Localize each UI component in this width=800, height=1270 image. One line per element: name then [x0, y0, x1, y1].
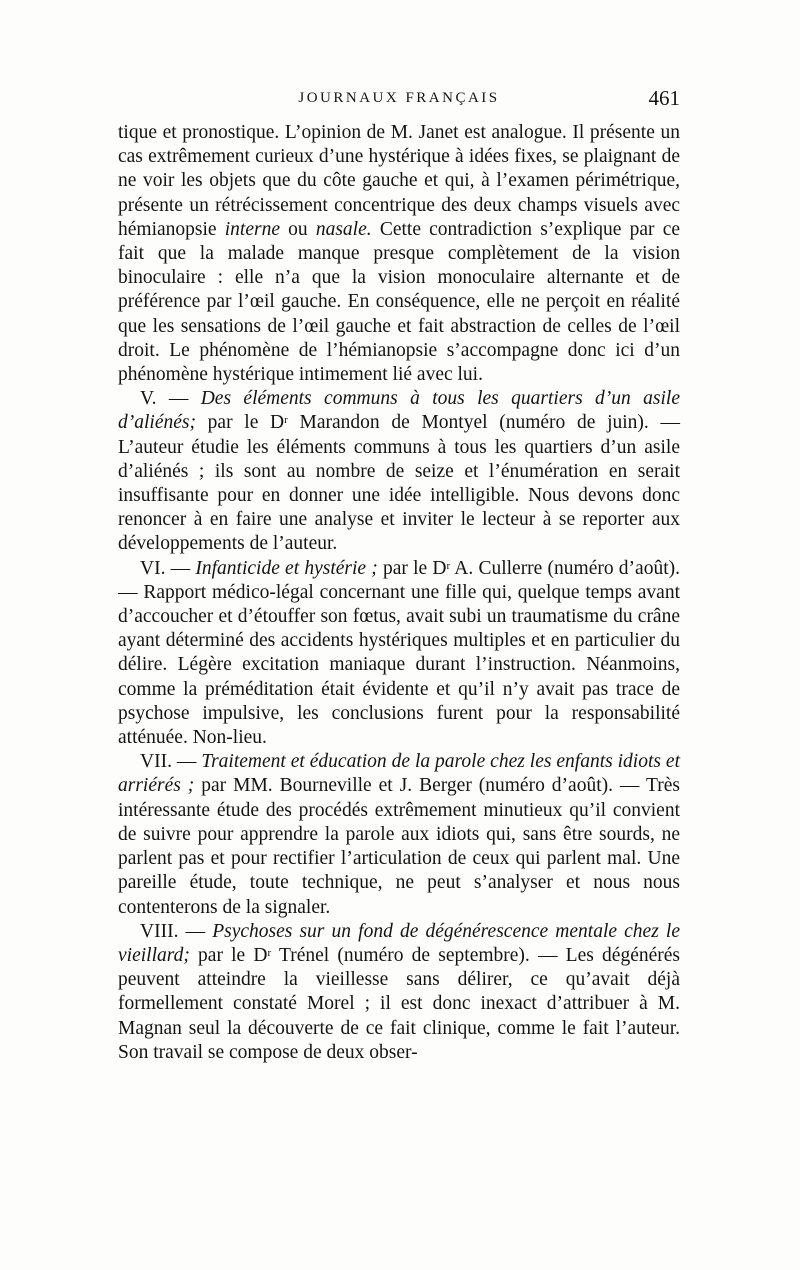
review-entry-vii: [118, 750, 680, 919]
entry-number: V. —: [140, 388, 201, 410]
entry-title: Infanticide et hystérie ;: [195, 557, 378, 579]
running-title: JOURNAUX FRANÇAIS: [298, 90, 500, 106]
superscript: r: [284, 414, 288, 427]
entry-number: VII. —: [140, 751, 202, 773]
review-entry-viii: [118, 920, 680, 1065]
superscript: r: [267, 946, 272, 959]
emphasis-term: nasale.: [315, 218, 372, 240]
entry-text: Trénel (numéro de septembre). — Les dégénérés peuvent atteindre la vieillesse sans délirer, ce qu’avait déjà formellement constaté Morel ; il est donc inexact d’attribuer à M. Magnan seul la découverte de ce fait clinique, comme le fait l’auteur. Son travail se compose de deux obser-: [118, 944, 680, 1063]
body-text: [118, 121, 680, 1065]
text-run: Cette contradiction s’explique par ce fait que la malade manque presque complètement de la vision binoculaire : elle n’a que la vision monoculaire alternante et de préférence par l’œil gauche. En conséquence, elle ne perçoit en réalité que les sensations de l’œil gauche et fait abstraction de celles de l’œil droit. Le phénomène de l’hémianopsie s’accompagne donc ici d’un phénomène hystérique intimement lié avec lui.: [118, 218, 681, 386]
entry-title: Des éléments communs à tous les quartiers d’un asile d’aliénés;: [118, 388, 680, 434]
paragraph-continuation: [118, 121, 680, 387]
entry-byline: par le D: [195, 412, 285, 434]
entry-title: Psychoses sur un fond de dégénérescence mentale chez le vieillard;: [118, 920, 680, 966]
entry-text: par MM. Bourneville et J. Berger (numéro d’août). — Très intéressante étude des procédés extrêmement minutieux qu’il convient de suivre pour apprendre la parole aux idiots qui, sans être sourds, ne parlent pas et pour rectifier l’articulation de ceux qui parlent mal. Une pareille étude, toute technique, ne peut s’analyser et nous nous contenterons de la signaler.: [118, 775, 681, 918]
review-entry-vi: [118, 557, 680, 751]
text-run: ou: [279, 218, 316, 240]
text-run: tique et pronostique. L’opinion de M. Janet est analogue. Il présente un cas extrêmement curieux d’une hystérique à idées fixes, se plaignant de ne voir les objets que du côte gauche et qui, à l’examen périmétrique, présente un rétrécissement concentrique des deux champs visuels avec hémianopsie: [118, 122, 680, 240]
entry-number: VI. —: [140, 557, 196, 579]
review-entry-v: [118, 387, 680, 556]
superscript: r: [446, 559, 451, 572]
entry-text: A. Cullerre (numéro d’août). — Rapport médico-légal concernant une fille qui, quelque temps avant d’accoucher et d’étouffer son fœtus, avait subi un traumatisme du crâne ayant déterminé des accidents hystériques multiples et en particulier du délire. Légère excitation maniaque durant l’instruction. Néanmoins, comme la préméditation était évidente et qu’il n’y avait pas trace de psychose impulsive, les conclusions furent pour la responsabilité atténuée. Non-lieu.: [118, 557, 680, 749]
running-head: [118, 86, 680, 116]
entry-text: Marandon de Montyel (numéro de juin). — L’auteur étudie les éléments communs à tous les quartiers d’un asile d’aliénés ; ils sont au nombre de seize et l’énumération en serait insuffisante pour en donner une idée intelligible. Nous devons donc renoncer à en faire une analyse et inviter le lecteur à se reporter aux développements de l’auteur.: [118, 412, 680, 555]
entry-byline: par le D: [377, 557, 447, 579]
entry-byline: par le D: [189, 944, 268, 966]
emphasis-term: interne: [224, 218, 280, 240]
entry-number: VIII. —: [140, 920, 213, 942]
entry-title: Traitement et éducation de la parole chez les enfants idiots et arriérés ;: [118, 751, 680, 797]
page-number: 461: [648, 86, 680, 110]
